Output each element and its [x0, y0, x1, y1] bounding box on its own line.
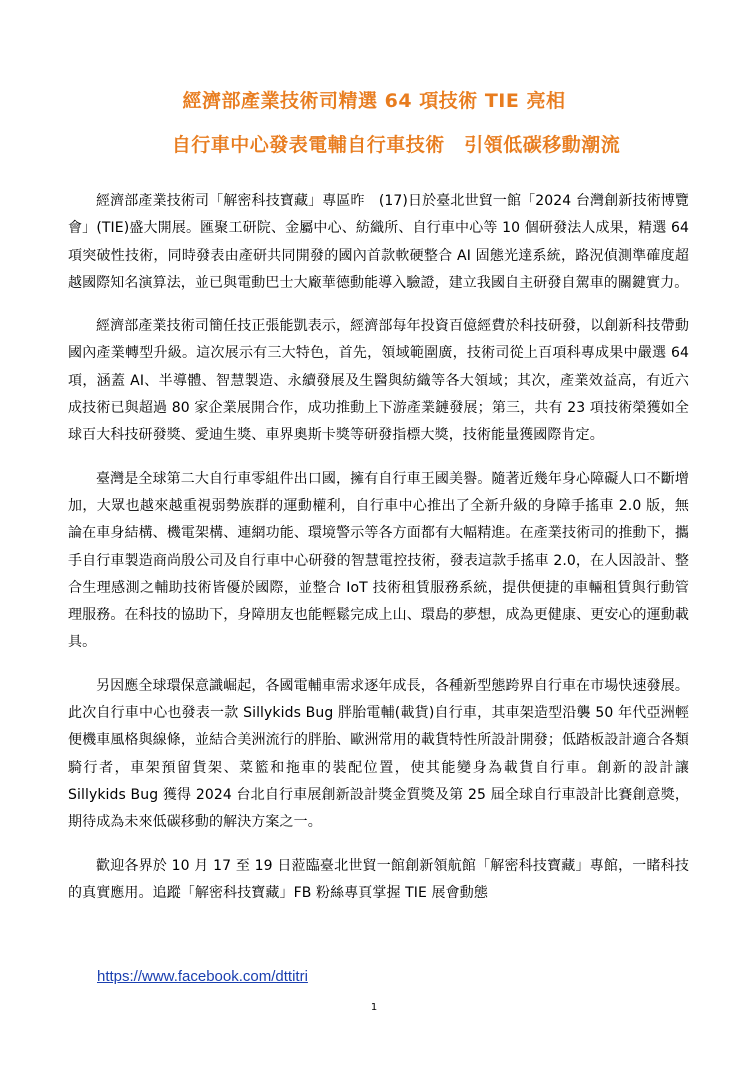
paragraph-5: 歡迎各界於 10 月 17 至 19 日蒞臨臺北世貿一館創新領航館「解密科技寶藏」專館，一睹科技的真實應用。追蹤「解密科技寶藏」FB 粉絲專頁掌握 TIE 展會動態: [68, 857, 689, 901]
document-body: [68, 188, 694, 923]
page-number: 1: [370, 1002, 378, 1013]
title-line-2: 自行車中心發表電輔自行車技術 引領低碳移動潮流: [171, 134, 621, 156]
paragraph-1: 經濟部產業技術司「解密科技寶藏」專區昨 (17)日於臺北世貿一館「2024 台灣創新技術博覽會」(TIE)盛大開展。匯聚工研院、金屬中心、紡織所、自行車中心等 10 個研發法人成果，精選 64 項突破性技術，同時發表由產研共同開發的國內首款軟硬整合 AI 固態光達系統，路況偵測準確度超越國際知名演算法，並已與電動巴士大廠華德動能導入驗證，建立我國自主研發自駕車的關鍵實力。: [68, 193, 694, 291]
paragraph-3: 臺灣是全球第二大自行車零組件出口國，擁有自行車王國美譽。隨著近幾年身心障礙人口不斷增加，大眾也越來越重視弱勢族群的運動權利，自行車中心推出了全新升級的身障手搖車 2.0 版，無論在車身結構、機電架構、連網功能、環境警示等各方面都有大幅精進。在產業技術司的推動下，攜手自行車製造商尚殷公司及自行車中心研發的智慧電控技術，發表這款手搖車 2.0，在人因設計、整合生理感測之輔助技術皆優於國際，並整合 IoT 技術租賃服務系統，提供便捷的車輛租賃與行動管理服務。在科技的協助下，身障朋友也能輕鬆完成上山、環島的夢想，成為更健康、更安心的運動載具。: [68, 470, 689, 651]
paragraph-4: 另因應全球環保意識崛起，各國電輔車需求逐年成長，各種新型態跨界自行車在市場快速發展。此次自行車中心也發表一款 Sillykids Bug 胖胎電輔(載貨)自行車，其車架造型沿襲 50 年代亞洲輕便機車風格與線條，並結合美洲流行的胖胎、歐洲常用的載貨特性所設計開發；低踏板設計適合各類騎行者，車架預留貨架、菜籃和拖車的裝配位置，使其能變身為載貨自行車。創新的設計讓 Sillykids Bug 獲得 2024 台北自行車展創新設計獎金質獎及第 25 屆全球自行車設計比賽創意獎，期待成為未來低碳移動的解決方案之一。: [68, 677, 694, 831]
title-line-1: 經濟部產業技術司精選 64 項技術 TIE 亮相: [182, 90, 566, 112]
facebook-link[interactable]: https://www.facebook.com/dttitri: [97, 968, 308, 985]
paragraph-2: 經濟部產業技術司簡任技正張能凱表示，經濟部每年投資百億經費於科技研發，以創新科技帶動國內產業轉型升級。這次展示有三大特色，首先，領域範圍廣，技術司從上百項科專成果中嚴選 64 項，涵蓋 AI、半導體、智慧製造、永續發展及生醫與紡織等各大領域；其次，產業效益高，有近六成技術已與超過 80 家企業展開合作，成功推動上下游產業鏈發展；第三，共有 23 項技術榮獲如全球百大科技研發獎、愛迪生獎、車界奧斯卡獎等研發指標大獎，技術能量獲國際肯定。: [68, 318, 694, 444]
